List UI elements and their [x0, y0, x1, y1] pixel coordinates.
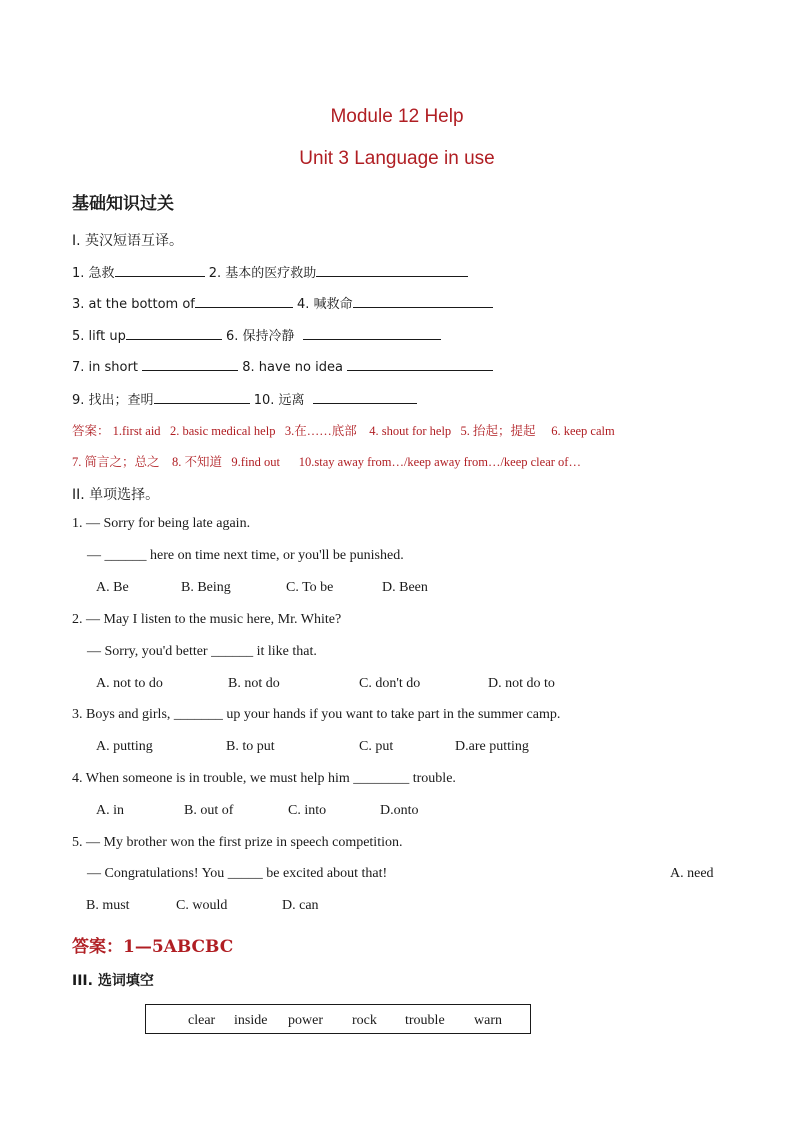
- word-bank-item: power: [288, 1013, 323, 1028]
- answer-blank[interactable]: [142, 357, 238, 371]
- option-a[interactable]: A. in: [96, 803, 124, 818]
- phrase-item: 6. 保持冷静: [225, 329, 295, 344]
- answer-blank[interactable]: [353, 294, 493, 308]
- option-d[interactable]: D. Been: [382, 580, 428, 595]
- question-4-line-1: 4. When someone is in trouble, we must help him ________ trouble.: [72, 771, 456, 786]
- option-b[interactable]: B. Being: [181, 580, 231, 595]
- option-b[interactable]: B. must: [86, 898, 130, 913]
- page-title: Module 12 Help: [330, 106, 464, 127]
- section1-title: I. 英汉短语互译。: [72, 233, 184, 249]
- question-5-line-1: 5. — My brother won the first prize in speech competition.: [72, 835, 403, 850]
- question-5-line-2: — Congratulations! You _____ be excited about that!: [87, 866, 388, 881]
- option-c[interactable]: C. put: [359, 739, 394, 754]
- answer-blank[interactable]: [154, 390, 250, 404]
- phrase-item: 1. 急救: [72, 266, 115, 281]
- part-heading: 基础知识过关: [72, 194, 174, 214]
- word-bank-item: clear: [188, 1013, 216, 1028]
- option-d[interactable]: D.are putting: [455, 739, 529, 754]
- answer-item: 9.find out: [231, 455, 281, 469]
- option-d[interactable]: D. not do to: [488, 676, 555, 691]
- option-d[interactable]: D. can: [282, 898, 319, 913]
- answer-item: 7. 简言之；总之: [72, 455, 160, 469]
- answer-blank[interactable]: [316, 263, 468, 277]
- phrase-line-5: [72, 389, 417, 408]
- answer-item: 4. shout for help: [369, 424, 452, 438]
- phrase-line-3: [72, 325, 441, 344]
- option-a[interactable]: A. putting: [96, 739, 153, 754]
- phrase-item: 8. have no idea: [242, 360, 343, 375]
- section1-answer-line-2: [72, 452, 581, 470]
- option-c[interactable]: C. don't do: [359, 676, 421, 691]
- question-1-line-2: — ______ here on time next time, or you'll be punished.: [87, 548, 404, 563]
- answer-blank[interactable]: [115, 263, 205, 277]
- option-a[interactable]: A. need: [670, 866, 714, 881]
- option-a[interactable]: A. not to do: [96, 676, 163, 691]
- option-c[interactable]: C. To be: [286, 580, 334, 595]
- question-1-line-1: 1. — Sorry for being late again.: [72, 516, 251, 531]
- answer-item: 1.first aid: [112, 424, 161, 438]
- answer-blank[interactable]: [126, 326, 222, 340]
- phrase-item: 10. 远离: [253, 393, 305, 408]
- phrase-item: 7. in short: [72, 360, 138, 375]
- phrase-item: 3. at the bottom of: [72, 297, 195, 312]
- section2-title: II. 单项选择。: [72, 487, 160, 503]
- answer-blank[interactable]: [303, 326, 441, 340]
- section1-answer-line-1: [72, 421, 615, 439]
- phrase-line-4: [72, 357, 493, 375]
- page-subtitle: Unit 3 Language in use: [299, 148, 495, 169]
- option-d[interactable]: D.onto: [380, 803, 419, 818]
- answer-item: 5. 抬起；提起: [460, 424, 536, 438]
- word-bank-item: inside: [234, 1013, 268, 1028]
- question-3-line-1: 3. Boys and girls, _______ up your hands if you want to take part in the summer camp.: [72, 707, 561, 722]
- phrase-line-2: [72, 293, 493, 312]
- answer-blank[interactable]: [313, 390, 417, 404]
- phrase-item: 5. lift up: [72, 329, 126, 344]
- phrase-line-1: [72, 262, 468, 281]
- answer-item: 10.stay away from…/keep away from…/keep clear of…: [298, 455, 581, 469]
- option-a[interactable]: A. Be: [96, 580, 129, 595]
- word-bank-item: trouble: [405, 1013, 445, 1028]
- answer-label: 答案：: [72, 424, 110, 438]
- option-b[interactable]: B. not do: [228, 676, 280, 691]
- phrase-item: 9. 找出；查明: [72, 393, 154, 408]
- answer-item: 6. keep calm: [551, 424, 615, 438]
- answer-item: 8. 不知道: [172, 455, 223, 469]
- phrase-item: 4. 喊救命: [297, 297, 353, 312]
- option-b[interactable]: B. out of: [184, 803, 234, 818]
- word-bank-item: rock: [352, 1013, 377, 1028]
- phrase-item: 2. 基本的医疗救助: [208, 266, 317, 281]
- question-2-line-1: 2. — May I listen to the music here, Mr. White?: [72, 612, 342, 627]
- option-c[interactable]: C. into: [288, 803, 327, 818]
- answer-blank[interactable]: [195, 294, 293, 308]
- answer-blank[interactable]: [347, 357, 493, 371]
- answer-item: 3.在……底部: [284, 424, 357, 438]
- option-b[interactable]: B. to put: [226, 739, 275, 754]
- section2-answer: 答案：1—5ABCBC: [72, 937, 234, 957]
- answer-item: 2. basic medical help: [169, 424, 276, 438]
- question-2-line-2: — Sorry, you'd better ______ it like that.: [87, 644, 317, 659]
- section3-title: III. 选词填空: [72, 973, 154, 989]
- word-bank-item: warn: [474, 1013, 502, 1028]
- word-bank: [145, 1004, 531, 1034]
- option-c[interactable]: C. would: [176, 898, 228, 913]
